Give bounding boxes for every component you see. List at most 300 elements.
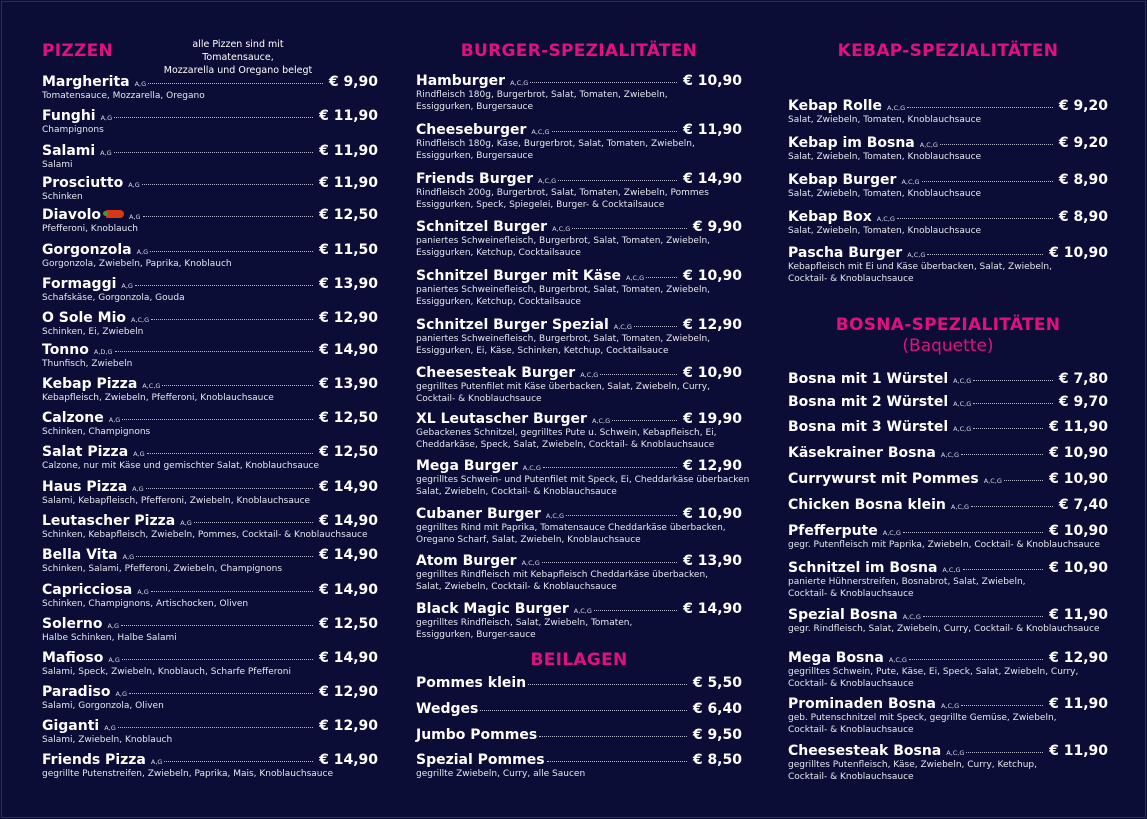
pizzen-item-name: O Sole Mio <box>42 310 126 326</box>
burger-item-price: € 11,90 <box>683 122 742 138</box>
pizzen-item <box>42 582 378 611</box>
bosna-item-price: € 11,90 <box>1049 419 1108 435</box>
dot-leader <box>552 131 678 132</box>
beilagen-item <box>416 727 742 744</box>
dot-leader <box>966 752 1043 753</box>
burger-item-row <box>416 553 742 570</box>
bosna-item-row <box>788 650 1108 667</box>
pizzen-item <box>42 410 378 439</box>
bosna-item-name: Prominaden Bosna <box>788 696 936 712</box>
beilagen-section-title: BEILAGEN <box>530 650 628 670</box>
kebap-item-row <box>788 135 1108 152</box>
burger-item-allergen-codes: A,C,G <box>613 323 632 331</box>
bosna-item <box>788 650 1108 690</box>
bosna-item-price: € 10,90 <box>1049 445 1108 461</box>
burger-item <box>416 171 742 211</box>
burger-item-price: € 12,90 <box>683 458 742 474</box>
burger-item-name: Schnitzel Burger Spezial <box>416 317 609 333</box>
dot-leader <box>151 319 313 320</box>
pizza-note-line: Mozzarella und Oregano belegt <box>163 65 313 76</box>
dot-leader <box>151 591 313 592</box>
dot-leader <box>923 616 1043 617</box>
bosna-item-row <box>788 607 1108 624</box>
pizzen-item-row <box>42 547 378 564</box>
burger-section-title: BURGER-SPEZIALITÄTEN <box>460 41 698 61</box>
kebap-item-allergen-codes: A,C,G <box>919 141 938 149</box>
pizzen-item-name: Formaggi <box>42 276 117 292</box>
pizzen-item-allergen-codes: A,G <box>108 416 121 424</box>
pizzen-item-price: € 12,50 <box>319 410 378 426</box>
pizzen-item-price: € 12,50 <box>319 444 378 460</box>
burger-item-allergen-codes: A,C,G <box>626 274 645 282</box>
burger-item-name: Mega Burger <box>416 458 518 474</box>
pizzen-item-price: € 14,90 <box>319 650 378 666</box>
dot-leader <box>129 693 313 694</box>
bosna-item-allergen-codes: A,C,G <box>946 749 965 757</box>
bosna-item-price: € 11,90 <box>1049 743 1108 759</box>
burger-item <box>416 219 742 259</box>
pizzen-item-allergen-codes: A,G <box>180 519 192 527</box>
bosna-item-allergen-codes: A,C,G <box>940 451 960 459</box>
pizzen-item-name: Calzone <box>42 410 104 426</box>
dot-leader <box>164 761 313 762</box>
burger-item-price: € 19,90 <box>683 411 742 427</box>
pizzen-item-description: Calzone, nur mit Käse und gemischter Salat, Knoblauchsauce <box>42 461 320 471</box>
bosna-item-name: Spezial Bosna <box>788 607 898 623</box>
burger-item-row <box>416 171 742 188</box>
bosna-item <box>788 523 1108 552</box>
bosna-item-row <box>788 471 1108 488</box>
pizzen-item <box>42 207 378 236</box>
kebap-item-row <box>788 209 1108 226</box>
bosna-item-description: geb. Putenschnitzel mit Speck, gegrillte Gemüse, Zwiebeln, <box>788 713 1057 723</box>
beilagen-item-name: Wedges <box>416 701 479 717</box>
burger-item-price: € 12,90 <box>683 317 742 333</box>
pizzen-item-row <box>42 582 378 599</box>
kebap-item-name: Pascha Burger <box>788 245 903 261</box>
burger-item-price: € 14,90 <box>683 601 742 617</box>
kebap-item-name: Kebap Burger <box>788 172 897 188</box>
bosna-item-price: € 12,90 <box>1049 650 1108 666</box>
burger-item-allergen-codes: A,C,G <box>510 79 529 87</box>
burger-item-name: Hamburger <box>416 73 506 89</box>
burger-item-description: paniertes Schweinefleisch, Burgerbrot, Salat, Tomaten, Zwiebeln, <box>416 334 711 344</box>
burger-item-allergen-codes: A,C,G <box>591 417 611 425</box>
bosna-section-subtitle: (Baquette) <box>902 336 994 356</box>
pizzen-item-row <box>42 684 378 701</box>
pizzen-item-name: Friends Pizza <box>42 752 146 768</box>
burger-item-description: Rindfleisch 200g, Burgerbrot, Salat, Tomaten, Zwiebeln, Pommes <box>416 188 709 198</box>
burger-item-price: € 10,90 <box>683 506 742 522</box>
bosna-item-price: € 7,40 <box>1058 497 1108 513</box>
pizzen-item-allergen-codes: A,G <box>107 622 120 630</box>
kebap-item-description: Salat, Zwiebeln, Tomaten, Knoblauchsauce <box>788 152 982 162</box>
burger-item-allergen-codes: A,C,G <box>521 559 540 567</box>
burger-item-description: paniertes Schweinefleisch, Burgerbrot, Salat, Tomaten, Zwiebeln, <box>416 236 711 246</box>
burger-item-description: Oregano Scharf, Salat, Zwiebeln, Knoblauchsauce <box>416 534 641 545</box>
burger-item-description: Cheddarkäse, Speck, Salat, Zwiebeln, Cocktail- & Knoblauchsauce <box>416 439 715 450</box>
dot-leader <box>973 380 1053 381</box>
pizzen-item <box>42 342 378 371</box>
pizzen-item-description: Schinken, Champignons <box>42 427 151 437</box>
burger-item-name: XL Leutascher Burger <box>416 411 587 427</box>
pizzen-item-allergen-codes: A,G <box>104 724 116 732</box>
pizzen-item-allergen-codes: A,G <box>115 690 128 698</box>
kebap-item-row <box>788 245 1108 262</box>
dot-leader <box>194 522 313 523</box>
pizzen-item-price: € 11,90 <box>319 108 378 124</box>
dot-leader <box>114 152 313 153</box>
kebap-item <box>788 135 1108 164</box>
burger-item <box>416 122 742 162</box>
bosna-item-description: Cocktail- & Knoblauchsauce <box>788 724 914 735</box>
burger-item <box>416 365 742 405</box>
pizzen-item <box>42 547 378 576</box>
bosna-item-name: Currywurst mit Pommes <box>788 471 979 487</box>
bosna-item-row <box>788 743 1108 760</box>
dot-leader <box>148 83 323 84</box>
pizzen-item-allergen-codes: A,G <box>121 282 133 290</box>
dot-leader <box>558 180 677 181</box>
pizzen-item-price: € 14,90 <box>319 752 378 768</box>
pizzen-item-allergen-codes: A,G <box>132 485 144 493</box>
dot-leader <box>634 326 677 327</box>
bosna-item <box>788 497 1108 514</box>
bosna-item-row <box>788 445 1108 462</box>
beilagen-item-price: € 8,50 <box>692 752 742 768</box>
dot-leader <box>612 420 677 421</box>
burger-item-row <box>416 73 742 90</box>
pizzen-item-allergen-codes: A,G <box>136 248 149 256</box>
burger-item-row <box>416 122 742 139</box>
dot-leader <box>530 82 677 83</box>
dot-leader <box>146 488 313 489</box>
bosna-item-row <box>788 419 1108 436</box>
beilagen-item <box>416 752 742 781</box>
bosna-item-name: Mega Bosna <box>788 650 884 666</box>
kebap-item-name: Kebap Box <box>788 209 872 225</box>
pizzen-item-price: € 13,90 <box>319 276 378 292</box>
beilagen-item-price: € 9,50 <box>692 727 742 743</box>
kebap-item-allergen-codes: A,C,G <box>901 178 920 186</box>
pizzen-item-allergen-codes: A,G <box>134 80 147 88</box>
burger-item-allergen-codes: A,C,G <box>580 371 599 379</box>
pizzen-item-description: Schinken <box>42 192 83 202</box>
pizzen-item <box>42 650 378 679</box>
burger-item-description: Gebackenes Schnitzel, gegrilltes Pute u. Schwein, Kebapfleisch, Ei, <box>416 428 717 438</box>
pizzen-item-description: gegrillte Putenstreifen, Zwiebeln, Paprika, Mais, Knoblauchsauce <box>42 769 333 779</box>
bosna-item-price: € 9,70 <box>1058 394 1108 410</box>
pizzen-item-allergen-codes: A,G <box>100 149 112 157</box>
bosna-item-allergen-codes: A,C,G <box>950 503 970 511</box>
dot-leader <box>961 454 1043 455</box>
pizzen-item-name: Bella Vita <box>42 547 118 563</box>
dot-leader <box>566 515 677 516</box>
bosna-item <box>788 743 1108 783</box>
pizzen-item-name: Paradiso <box>42 684 111 700</box>
pizzen-item-description: Schinken, Champignons, Artischocken, Oliven <box>42 599 249 609</box>
dot-leader <box>118 727 313 728</box>
bosna-item-description: gegrilltes Schwein, Pute, Käse, Ei, Speck, Salat, Zwiebeln, Curry, <box>788 667 1079 677</box>
burger-item-row <box>416 317 742 334</box>
dot-leader <box>973 428 1043 429</box>
pizzen-item-price: € 9,90 <box>328 74 378 90</box>
dot-leader <box>122 659 313 660</box>
pizzen-item-description: Salami, Zwiebeln, Knoblauch <box>42 735 173 745</box>
pizzen-item-row <box>42 513 378 530</box>
pizzen-item-row <box>42 616 378 633</box>
pizzen-item-name: Salat Pizza <box>42 444 129 460</box>
dot-leader <box>480 710 687 711</box>
dot-leader <box>909 659 1043 660</box>
kebap-item-price: € 8,90 <box>1058 209 1108 225</box>
dot-leader <box>572 228 687 229</box>
kebap-item-price: € 9,20 <box>1058 135 1108 151</box>
burger-item-row <box>416 365 742 382</box>
burger-item-price: € 14,90 <box>683 171 742 187</box>
dot-leader <box>1004 480 1043 481</box>
pizzen-item-allergen-codes: A,G <box>100 114 113 122</box>
pizzen-item-price: € 14,90 <box>319 582 378 598</box>
bosna-item <box>788 696 1108 736</box>
pizzen-item-price: € 11,90 <box>319 175 378 191</box>
beilagen-item <box>416 675 742 692</box>
dot-leader <box>122 419 313 420</box>
pizzen-item-row <box>42 207 378 224</box>
burger-item-row <box>416 458 742 475</box>
beilagen-item-description: gegrillte Zwiebeln, Curry, alle Saucen <box>416 769 586 779</box>
beilagen-item-row <box>416 675 742 692</box>
pizzen-item-row <box>42 108 378 125</box>
burger-item <box>416 73 742 113</box>
pizzen-item-description: Schinken, Kebapfleisch, Zwiebeln, Pommes, Cocktail- & Knoblauchsauce <box>42 530 368 540</box>
chili-pepper-icon <box>106 210 124 218</box>
pizzen-item <box>42 143 378 172</box>
burger-item-row <box>416 268 742 285</box>
pizzen-item-description: Gorgonzola, Zwiebeln, Paprika, Knoblauch <box>42 259 232 269</box>
pizzen-item <box>42 616 378 645</box>
pizzen-item <box>42 108 378 137</box>
dot-leader <box>142 184 313 185</box>
pizzen-item-row <box>42 479 378 496</box>
bosna-item-description: panierte Hühnerstreifen, Bosnabrot, Salat, Zwiebeln, <box>788 577 1026 587</box>
pizzen-item-row <box>42 718 378 735</box>
bosna-item-price: € 7,80 <box>1058 371 1108 387</box>
burger-item-row <box>416 601 742 618</box>
pizzen-item-row <box>42 276 378 293</box>
burger-item-allergen-codes: A,C,G <box>552 225 571 233</box>
burger-item-name: Cheesesteak Burger <box>416 365 576 381</box>
kebap-item-name: Kebap Rolle <box>788 98 882 114</box>
bosna-item <box>788 607 1108 636</box>
pizzen-item-allergen-codes: A,G <box>122 553 135 561</box>
kebap-item-name: Kebap im Bosna <box>788 135 915 151</box>
bosna-item-description: gegr. Putenfleisch mit Paprika, Zwiebeln, Cocktail- & Knoblauchsauce <box>788 540 1100 550</box>
burger-item-name: Friends Burger <box>416 171 534 187</box>
pizzen-item-price: € 13,90 <box>319 376 378 392</box>
pizzen-item <box>42 444 378 473</box>
bosna-item-price: € 10,90 <box>1049 523 1108 539</box>
beilagen-item-price: € 5,50 <box>692 675 742 691</box>
kebap-item-allergen-codes: A,C,G <box>886 104 906 112</box>
burger-item-row <box>416 219 742 236</box>
burger-item-price: € 10,90 <box>683 268 742 284</box>
bosna-item-allergen-codes: A,C,G <box>940 702 960 710</box>
pizzen-item-allergen-codes: A,G <box>133 450 145 458</box>
pizzen-item-name: Giganti <box>42 718 100 734</box>
pizzen-item-description: Kebapfleisch, Zwiebeln, Pfefferoni, Knoblauchsauce <box>42 393 274 403</box>
burger-item-name: Cubaner Burger <box>416 506 541 522</box>
burger-item <box>416 506 742 546</box>
dot-leader <box>121 625 313 626</box>
pizzen-item-allergen-codes: A,G <box>137 588 149 596</box>
dot-leader <box>114 117 313 118</box>
pizzen-item-name: Funghi <box>42 108 96 124</box>
pizzen-item-row <box>42 242 378 259</box>
bosna-item-row <box>788 523 1108 540</box>
pizzen-item-name: Gorgonzola <box>42 242 132 258</box>
burger-item-allergen-codes: A,C,G <box>538 177 557 185</box>
dot-leader <box>646 277 677 278</box>
burger-item <box>416 458 750 498</box>
kebap-item-price: € 8,90 <box>1058 172 1108 188</box>
pizza-note <box>158 38 318 77</box>
dot-leader <box>162 385 313 386</box>
beilagen-item-name: Jumbo Pommes <box>416 727 538 743</box>
beilagen-item-name: Spezial Pommes <box>416 752 545 768</box>
burger-item-price: € 10,90 <box>683 365 742 381</box>
pizza-section-title: PIZZEN <box>42 41 114 61</box>
bosna-item-name: Chicken Bosna klein <box>788 497 946 513</box>
bosna-item-allergen-codes: A,C,G <box>953 400 972 408</box>
dot-leader <box>143 216 314 217</box>
bosna-item-name: Bosna mit 3 Würstel <box>788 419 949 435</box>
kebap-item-price: € 10,90 <box>1049 245 1108 261</box>
dot-leader <box>963 569 1044 570</box>
pizzen-item-allergen-codes: A,G <box>108 656 120 664</box>
burger-item-allergen-codes: A,C,G <box>573 607 592 615</box>
pizzen-item-price: € 14,90 <box>319 342 378 358</box>
bosna-item-name: Käsekrainer Bosna <box>788 445 936 461</box>
pizzen-item-price: € 11,50 <box>319 242 378 258</box>
pizzen-item-description: Salami <box>42 160 73 170</box>
pizzen-item-price: € 14,90 <box>319 513 378 529</box>
pizzen-item <box>42 376 378 405</box>
bosna-item <box>788 445 1108 462</box>
bosna-item-price: € 10,90 <box>1049 560 1108 576</box>
dot-leader <box>973 403 1053 404</box>
bosna-item-row <box>788 696 1108 713</box>
dot-leader <box>528 684 687 685</box>
bosna-item-description: gegrilltes Putenfleisch, Käse, Zwiebeln, Curry, Ketchup, <box>788 760 1037 770</box>
pizzen-item-description: Champignons <box>42 125 104 135</box>
dot-leader <box>136 556 313 557</box>
pizzen-item-allergen-codes: A,G <box>128 181 140 189</box>
dot-leader <box>897 218 1053 219</box>
dot-leader <box>971 506 1053 507</box>
burger-item-description: Rindfleisch 180g, Burgerbrot, Salat, Tomaten, Zwiebeln, <box>416 90 668 100</box>
bosna-item-row <box>788 371 1108 388</box>
burger-item-name: Black Magic Burger <box>416 601 569 617</box>
bosna-item-description: gegr. Rindfleisch, Salat, Zwiebeln, Curry, Cocktail- & Knoblauchsauce <box>788 624 1100 634</box>
kebap-item-description: Salat, Zwiebeln, Tomaten, Knoblauchsauce <box>788 189 982 199</box>
pizzen-item-description: Salami, Speck, Zwiebeln, Knoblauch, Scharfe Pfefferoni <box>42 667 291 677</box>
dot-leader <box>907 107 1053 108</box>
bosna-item-allergen-codes: A,C,G <box>882 529 901 537</box>
dot-leader <box>927 254 1043 255</box>
pizzen-item-name: Diavolo <box>42 207 102 223</box>
dot-leader <box>922 181 1053 182</box>
dot-leader <box>147 453 313 454</box>
pizzen-item <box>42 752 378 781</box>
burger-item-description: gegrilltes Rind mit Paprika, Tomatensauce Cheddarkäse überbacken, <box>416 523 726 533</box>
kebap-item-allergen-codes: A,C,G <box>907 251 926 259</box>
kebap-item-description: Cocktail- & Knoblauchsauce <box>788 273 914 284</box>
pizzen-item-allergen-codes: A,C,G <box>131 316 150 324</box>
pizzen-item-row <box>42 444 378 461</box>
pizzen-item-description: Salami, Kebapfleisch, Pfefferoni, Zwiebeln, Knoblauchsauce <box>42 496 311 506</box>
dot-leader <box>600 374 677 375</box>
kebap-item <box>788 172 1108 201</box>
pizzen-item-price: € 12,50 <box>319 207 378 223</box>
burger-item-description: Essiggurken, Ketchup, Cocktailsauce <box>416 296 581 307</box>
bosna-item-row <box>788 394 1108 411</box>
dot-leader <box>903 532 1043 533</box>
bosna-item-allergen-codes: A,C,G <box>953 377 972 385</box>
burger-item-price: € 9,90 <box>692 219 742 235</box>
pizzen-item-description: Schinken, Salami, Pfefferoni, Zwiebeln, Champignons <box>42 564 283 574</box>
burger-item-price: € 10,90 <box>683 73 742 89</box>
burger-item-description: gegrilltes Putenfilet mit Käse überbacken, Salat, Zwiebeln, Curry, <box>416 382 710 392</box>
pizzen-item-description: Salami, Gorgonzola, Oliven <box>42 701 164 711</box>
pizzen-item-allergen-codes: A,G <box>129 213 141 221</box>
pizzen-item-name: Margherita <box>42 74 130 90</box>
pizzen-item <box>42 74 378 103</box>
pizzen-item-price: € 12,90 <box>319 684 378 700</box>
bosna-item-description: Cocktail- & Knoblauchsauce <box>788 588 914 599</box>
dot-leader <box>940 144 1053 145</box>
pizzen-item-row <box>42 650 378 667</box>
bosna-item <box>788 394 1108 411</box>
kebap-item-description: Salat, Zwiebeln, Tomaten, Knoblauchsauce <box>788 226 982 236</box>
pizzen-item-description: Thunfisch, Zwiebeln <box>42 359 133 369</box>
burger-item-allergen-codes: A,C,G <box>522 464 541 472</box>
bosna-section-title: BOSNA-SPEZIALITÄTEN <box>835 315 1061 335</box>
bosna-item-name: Cheesesteak Bosna <box>788 743 942 759</box>
dot-leader <box>115 351 314 352</box>
pizzen-item-description: Tomatensauce, Mozzarella, Oregano <box>42 91 205 101</box>
dot-leader <box>543 467 677 468</box>
beilagen-item-row <box>416 701 742 718</box>
bosna-item-row <box>788 497 1108 514</box>
burger-item-name: Schnitzel Burger mit Käse <box>416 268 622 284</box>
kebap-item-description: Kebapfleisch mit Ei und Käse überbacken, Salat, Zwiebeln, <box>788 262 1052 272</box>
beilagen-item-row <box>416 752 742 769</box>
bosna-item-description: Cocktail- & Knoblauchsauce <box>788 678 914 689</box>
beilagen-item-price: € 6,40 <box>692 701 742 717</box>
burger-item <box>416 317 742 357</box>
pizzen-item-description: Halbe Schinken, Halbe Salami <box>42 633 177 643</box>
kebap-item-row <box>788 98 1108 115</box>
burger-item-name: Atom Burger <box>416 553 517 569</box>
bosna-item <box>788 419 1108 436</box>
pizzen-item-price: € 14,90 <box>319 547 378 563</box>
bosna-item <box>788 371 1108 388</box>
bosna-item-name: Bosna mit 1 Würstel <box>788 371 949 387</box>
pizzen-item <box>42 513 378 542</box>
dot-leader <box>135 285 313 286</box>
burger-item-description: paniertes Schweinefleisch, Burgerbrot, Salat, Tomaten, Zwiebeln, <box>416 285 711 295</box>
